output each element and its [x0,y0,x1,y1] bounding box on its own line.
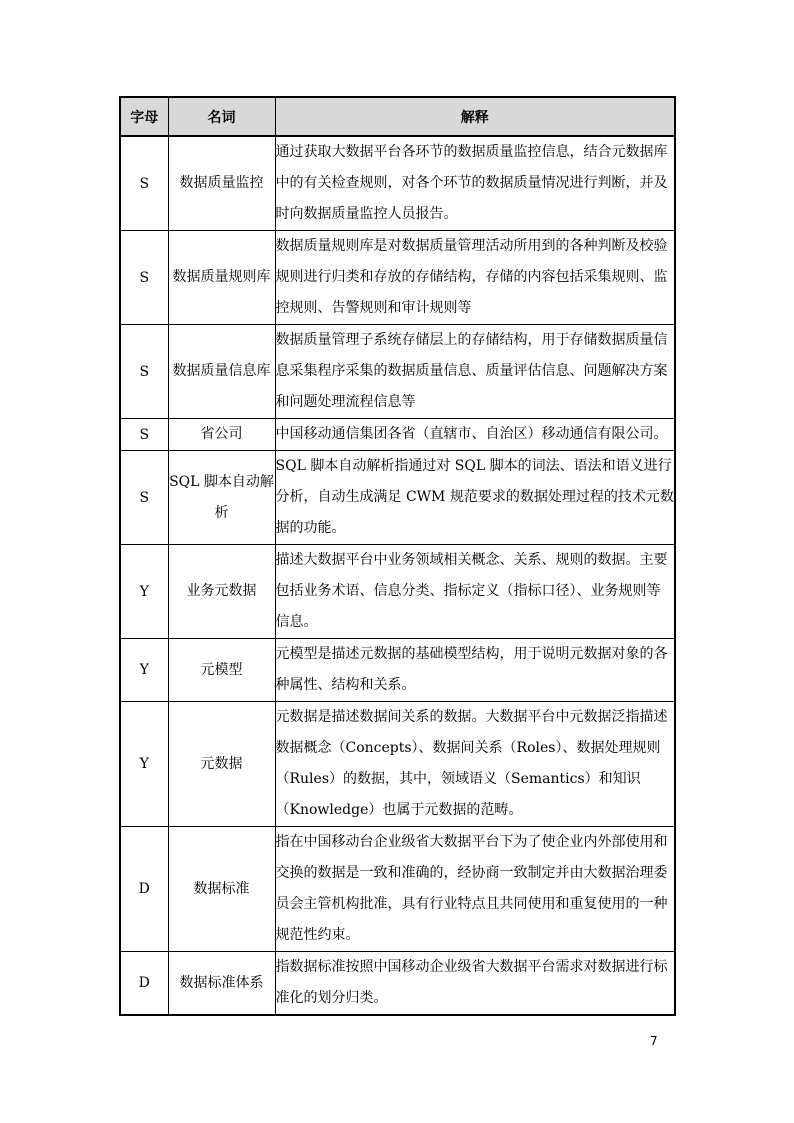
row-term: 业务元数据 [168,545,275,639]
row-definition: 元模型是描述元数据的基础模型结构，用于说明元数据对象的各种属性、结构和关系。 [275,639,675,702]
row-letter: S [120,451,168,545]
row-letter: S [120,231,168,325]
table-row [120,827,675,952]
row-definition: 指在中国移动台企业级省大数据平台下为了使企业内外部使用和交换的数据是一致和准确的，经协商一致制定并由大数据治理委员会主管机构批准，具有行业特点且共同使用和重复使用的一种规范性约束。 [275,827,675,952]
table-row [120,136,675,231]
row-letter: S [120,419,168,451]
table-row [120,545,675,639]
table-row [120,639,675,702]
row-term: SQL 脚本自动解析 [168,451,275,545]
table-row [120,419,675,451]
row-letter: Y [120,545,168,639]
row-definition: SQL 脚本自动解析指通过对 SQL 脚本的词法、语法和语义进行分析，自动生成满足 CWM 规范要求的数据处理过程的技术元数据的功能。 [275,451,675,545]
row-term: 数据质量监控 [168,136,275,231]
row-letter: S [120,136,168,231]
row-term: 数据标准体系 [168,952,275,1016]
row-term: 数据质量信息库 [168,325,275,419]
table-row [120,952,675,1016]
table-row [120,325,675,419]
header-definition: 解释 [275,97,675,136]
row-term: 数据质量规则库 [168,231,275,325]
row-term: 元数据 [168,702,275,827]
row-definition: 数据质量管理子系统存储层上的存储结构，用于存储数据质量信息采集程序采集的数据质量信息、质量评估信息、问题解决方案和问题处理流程信息等 [275,325,675,419]
row-letter: S [120,325,168,419]
row-letter: D [120,952,168,1016]
row-definition: 通过获取大数据平台各环节的数据质量监控信息，结合元数据库中的有关检查规则，对各个环节的数据质量情况进行判断，并及时向数据质量监控人员报告。 [275,136,675,231]
page-number: 7 [650,1034,658,1048]
row-letter: Y [120,702,168,827]
table-row [120,451,675,545]
row-definition: 中国移动通信集团各省（直辖市、自治区）移动通信有限公司。 [275,419,675,451]
row-term: 数据标准 [168,827,275,952]
table-header-row [120,97,675,136]
row-term: 元模型 [168,639,275,702]
row-definition: 数据质量规则库是对数据质量管理活动所用到的各种判断及校验规则进行归类和存放的存储结构，存储的内容包括采集规则、监控规则、告警规则和审计规则等 [275,231,675,325]
table-row [120,702,675,827]
header-letter: 字母 [120,97,168,136]
row-definition: 描述大数据平台中业务领域相关概念、关系、规则的数据。主要包括业务术语、信息分类、指标定义（指标口径）、业务规则等信息。 [275,545,675,639]
row-letter: Y [120,639,168,702]
row-letter: D [120,827,168,952]
row-definition: 指数据标准按照中国移动企业级省大数据平台需求对数据进行标准化的划分归类。 [275,952,675,1016]
glossary-table [119,96,676,1016]
header-term: 名词 [168,97,275,136]
row-definition: 元数据是描述数据间关系的数据。大数据平台中元数据泛指描述数据概念（Concepts）、数据间关系（Roles）、数据处理规则（Rules）的数据，其中，领域语义（Semantics）和知识（Knowledge）也属于元数据的范畴。 [275,702,675,827]
table-row [120,231,675,325]
row-term: 省公司 [168,419,275,451]
